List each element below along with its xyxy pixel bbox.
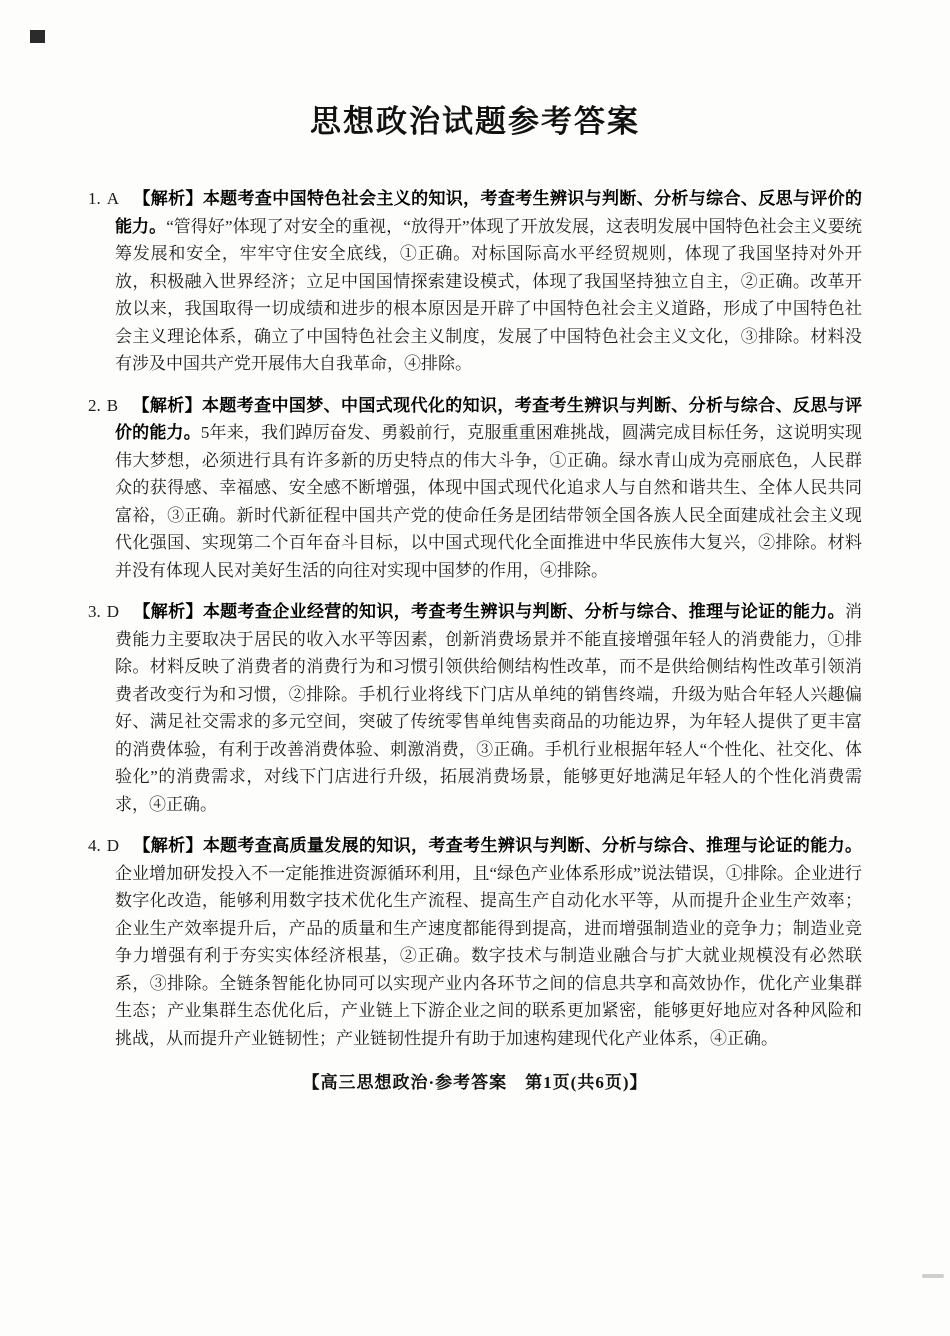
item-number: 4. [88,836,101,855]
item-number: 3. [88,602,101,621]
item-analysis-body: 5年来，我们踔厉奋发、勇毅前行，克服重重困难挑战，圆满完成目标任务，这说明实现伟大梦想，必须进行具有许多新的历史特点的伟大斗争，①正确。绿水青山成为亮丽底色，人民群众的获得感、幸福感、安全感不断增强，体现中国式现代化追求人与自然和谐共生、全体人民共同富裕，③正确。新时代新征程中国共产党的使命任务是团结带领全国各族人民全面建成社会主义现代化强国、实现第二个百年奋斗目标，以中国式现代化全面推进中华民族伟大复兴，②排除。材料并没有体现人民对美好生活的向往对实现中国梦的作用，④排除。 [115,423,863,580]
item-number: 2. [88,395,101,415]
answer-item-2 [88,392,862,585]
item-analysis-body: “管得好”体现了对安全的重视，“放得开”体现了开放发展，这表明发展中国特色社会主义要统筹发展和安全，牢牢守住安全底线，①正确。对标国际高水平经贸规则，体现了我国坚持对外开放，积极融入世界经济；立足中国国情探索建设模式，体现了我国坚持独立自主，②正确。改革开放以来，我国取得一切成绩和进步的根本原因是开辟了中国特色社会主义道路，形成了中国特色社会主义理论体系，确立了中国特色社会主义制度，发展了中国特色社会主义文化，③排除。材料没有涉及中国共产党开展伟大自我革命，④排除。 [115,216,862,373]
item-answer: D [106,602,120,621]
page-footer: 【高三思想政治·参考答案 第1页(共6页)】 [302,1073,648,1092]
item-analysis-body: 企业增加研发投入不一定能推进资源循环利用，且“绿色产业体系形成”说法错误，①排除。企业进行数字化改造，能够利用数字技术优化生产流程、提高生产自动化水平等，从而提升企业生产效率；企业生产效率提升后，产品的质量和生产速度都能得到提高，进而增强制造业的竞争力；制造业竞争力增强有利于夯实实体经济根基，②正确。数字技术与制造业融合与扩大就业规模没有必然联系，③排除。全链条智能化协同可以实现产业内各环节之间的信息共享和高效协作，优化产业集群生态；产业集群生态优化后，产业链上下游企业之间的联系更加紧密，能够更好地应对各种风险和挑战，从而提升产业链韧性；产业链韧性提升有助于加速构建现代化产业体系，④正确。 [115,863,862,1048]
item-analysis-lead: 【解析】本题考查企业经营的知识，考查考生辨识与判断、分析与综合、推理与论证的能力。 [133,602,845,621]
answer-item-4 [88,832,862,1052]
item-analysis-lead: 【解析】本题考查中国梦、中国式现代化的知识，考查考生辨识与判断、分析与综合、反思与评价的能力。 [115,395,862,442]
item-answer: A [106,189,120,208]
item-number: 1. [88,189,101,208]
page-title: 思想政治试题参考答案 [310,104,640,139]
scan-artifact-top-left [30,30,45,43]
answers-list [88,185,862,1052]
item-analysis-lead: 【解析】本题考查中国特色社会主义的知识，考查考生辨识与判断、分析与综合、反思与评价的能力。 [115,189,862,236]
answer-item-3 [88,598,862,818]
scan-artifact-bottom-right [922,1274,944,1278]
answer-item-1 [88,185,862,378]
item-answer: D [106,836,120,855]
item-analysis-body: 消费能力主要取决于居民的收入水平等因素，创新消费场景并不能直接增强年轻人的消费能力，①排除。材料反映了消费者的消费行为和习惯引领供给侧结构性改革，而不是供给侧结构性改革引领消费者改变行为和习惯，②排除。手机行业将线下门店从单纯的销售终端，升级为贴合年轻人兴趣偏好、满足社交需求的多元空间，突破了传统零售单纯售卖商品的功能边界，为年轻人提供了更丰富的消费体验，有利于改善消费体验、刺激消费，③正确。手机行业根据年轻人“个性化、社交化、体验化”的消费需求，对线下门店进行升级，拓展消费场景，能够更好地满足年轻人的个性化消费需求，④正确。 [115,602,862,814]
item-answer: B [106,395,119,415]
item-analysis-lead: 【解析】本题考查高质量发展的知识，考查考生辨识与判断、分析与综合、推理与论证的能力。 [133,836,862,855]
